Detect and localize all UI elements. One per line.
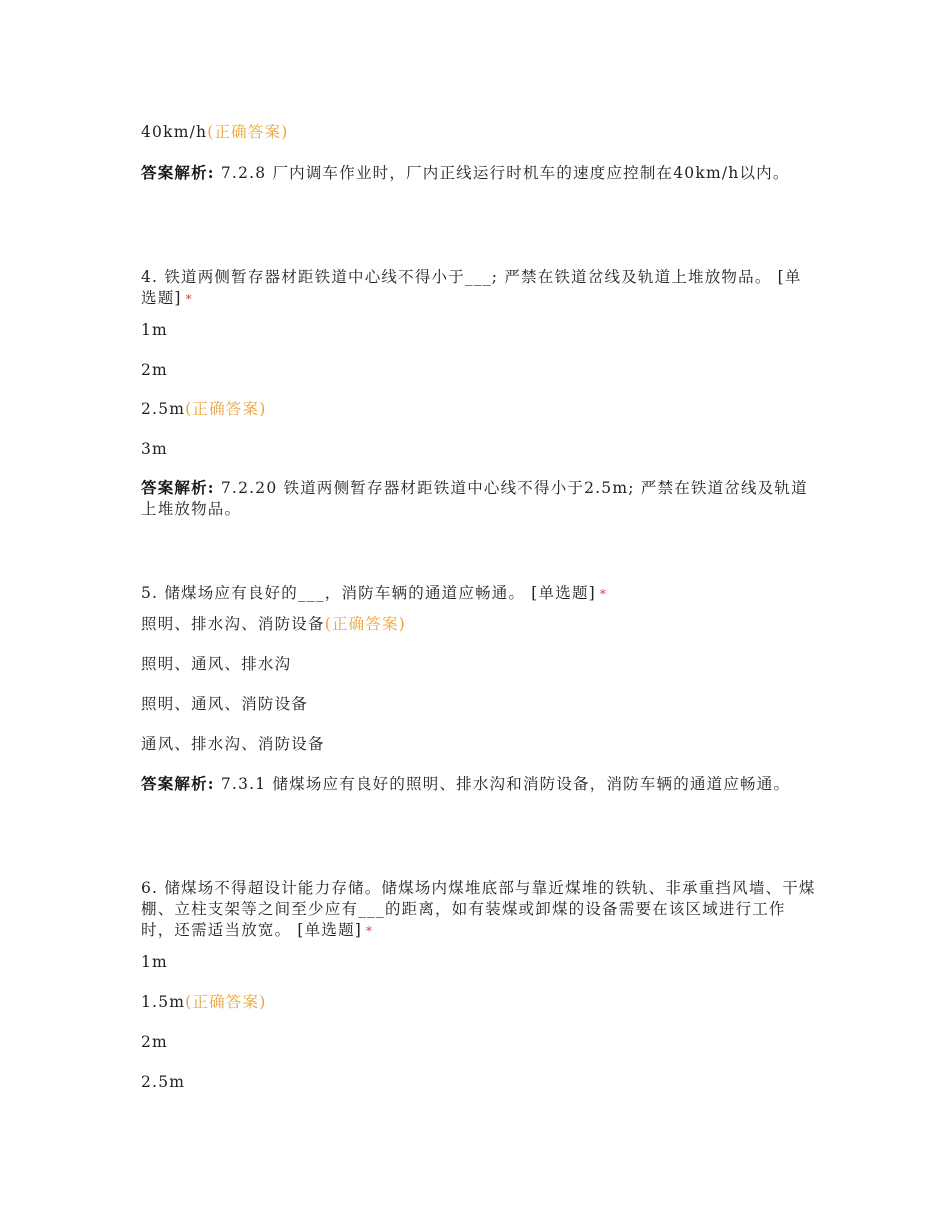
correct-answer-tag: (正确答案) [207, 123, 289, 141]
q6-option-4[interactable] [141, 1072, 185, 1093]
q4-analysis [141, 477, 816, 520]
correct-answer-tag: (正确答案) [185, 993, 267, 1011]
correct-answer-tag: (正确答案) [324, 615, 406, 633]
analysis-label: 答案解析: [141, 163, 215, 182]
q5-option-3[interactable] [141, 694, 308, 715]
q5-question-text: 5. 储煤场应有良好的___，消防车辆的通道应畅通。 [单选题] [141, 584, 596, 602]
q5-question [141, 583, 607, 605]
required-star: * [366, 924, 374, 938]
q3-analysis-text: 7.2.8 厂内调车作业时，厂内正线运行时机车的速度应控制在40km/h以内。 [220, 164, 790, 182]
q4-option-1[interactable] [141, 320, 168, 341]
q6-option-4-text: 2.5m [141, 1073, 186, 1091]
q5-option-4-text: 通风、排水沟、消防设备 [141, 735, 325, 753]
required-star: * [185, 292, 193, 306]
q5-option-2-text: 照明、通风、排水沟 [141, 655, 292, 673]
q6-option-3-text: 2m [141, 1033, 168, 1051]
q5-analysis [141, 773, 816, 795]
q5-option-3-text: 照明、通风、消防设备 [141, 695, 309, 713]
q4-option-4[interactable] [141, 439, 168, 460]
q4-option-3[interactable] [141, 399, 266, 420]
q6-option-2[interactable] [141, 992, 266, 1013]
q5-option-2[interactable] [141, 654, 291, 675]
q5-option-1[interactable] [141, 614, 406, 635]
q4-option-2[interactable] [141, 360, 168, 381]
q5-option-4[interactable] [141, 734, 325, 755]
q6-option-2-text: 1.5m [141, 993, 186, 1011]
q4-question-text: 4. 铁道两侧暂存器材距铁道中心线不得小于___; 严禁在铁道岔线及轨道上堆放物品。 [单选题] [141, 268, 802, 307]
q3-option-text: 40km/h [141, 123, 208, 141]
q5-analysis-text: 7.3.1 储煤场应有良好的照明、排水沟和消防设备，消防车辆的通道应畅通。 [220, 775, 791, 793]
q4-option-1-text: 1m [141, 321, 168, 339]
q4-option-3-text: 2.5m [141, 400, 186, 418]
q5-option-1-text: 照明、排水沟、消防设备 [141, 615, 325, 633]
q6-option-3[interactable] [141, 1032, 168, 1053]
q4-question [141, 267, 816, 310]
analysis-label: 答案解析: [141, 774, 215, 793]
q6-option-1-text: 1m [141, 953, 168, 971]
q3-option-correct[interactable] [141, 122, 289, 143]
q6-option-1[interactable] [141, 952, 168, 973]
q3-analysis [141, 162, 816, 184]
required-star: * [599, 587, 608, 601]
q4-option-4-text: 3m [141, 440, 168, 458]
analysis-label: 答案解析: [141, 478, 215, 497]
q4-analysis-text: 7.2.20 铁道两侧暂存器材距铁道中心线不得小于2.5m; 严禁在铁道岔线及轨道上堆放物品。 [141, 479, 808, 518]
q4-option-2-text: 2m [141, 361, 168, 379]
q6-question [141, 878, 816, 942]
q6-question-text: 6. 储煤场不得超设计能力存储。储煤场内煤堆底部与靠近煤堆的铁轨、非承重挡风墙、干煤棚、立柱支架等之间至少应有___的距离，如有装煤或卸煤的设备需要在该区域进行工作时，还需适当放宽。 [单选题] [141, 879, 816, 939]
correct-answer-tag: (正确答案) [185, 400, 267, 418]
